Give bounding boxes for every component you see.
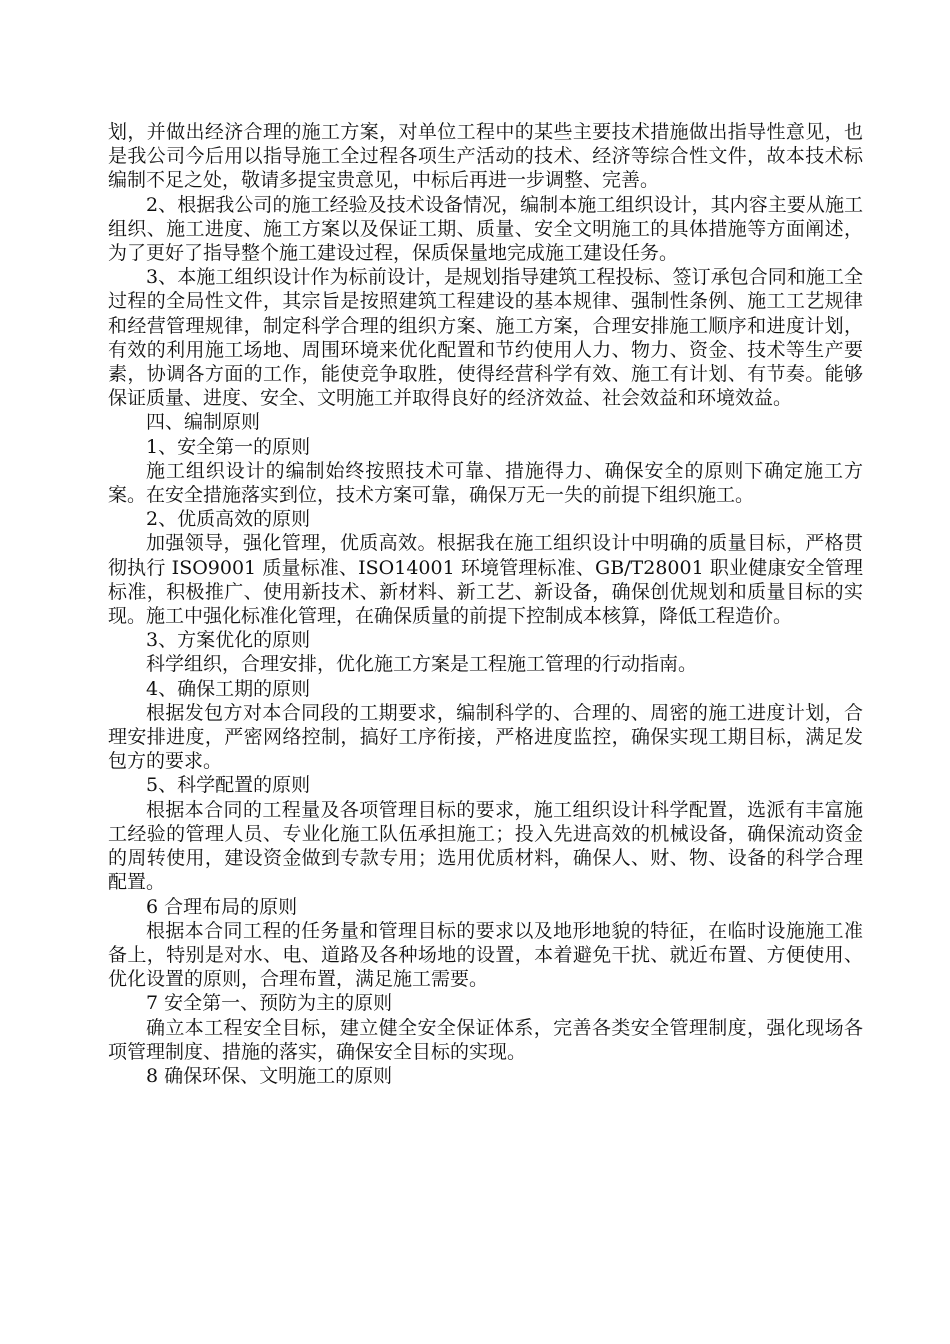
document-page	[108, 120, 863, 1088]
paragraph: 确立本工程安全目标，建立健全安全保证体系，完善各类安全管理制度，强化现场各项管理制度、措施的落实，确保安全目标的实现。	[108, 1016, 863, 1063]
paragraph: 3、本施工组织设计作为标前设计，是规划指导建筑工程投标、签订承包合同和施工全过程的全局性文件，其宗旨是按照建筑工程建设的基本规律、强制性条例、施工工艺规律和经营管理规律，制定科学合理的组织方案、施工方案，合理安排施工顺序和进度计划，有效的利用施工场地、周围环境来优化配置和节约使用人力、物力、资金、技术等生产要素，协调各方面的工作，能使竞争取胜，使得经营科学有效、施工有计划、有节奏。能够保证质量、进度、安全、文明施工并取得良好的经济效益、社会效益和环境效益。	[108, 266, 863, 410]
paragraph: 加强领导，强化管理，优质高效。根据我在施工组织设计中明确的质量目标，严格贯彻执行 ISO9001 质量标准、ISO14001 环境管理标准、GB/T28001 职业健康安全管理标准，积极推广、使用新技术、新材料、新工艺、新设备，确保创优规划和质量目标的实现。施工中强化标准化管理，在确保质量的前提下控制成本核算，降低工程造价。	[108, 532, 863, 628]
paragraph: 划，并做出经济合理的施工方案，对单位工程中的某些主要技术措施做出指导性意见，也是我公司今后用以指导施工全过程各项生产活动的技术、经济等综合性文件，故本技术标编制不足之处，敬请多提宝贵意见，中标后再进一步调整、完善。	[108, 121, 863, 192]
subsection-heading: 8 确保环保、文明施工的原则	[146, 1064, 393, 1087]
paragraph: 2、根据我公司的施工经验及技术设备情况，编制本施工组织设计，其内容主要从施工组织、施工进度、施工方案以及保证工期、质量、安全文明施工的具体措施等方面阐述，为了更好了指导整个施工建设过程，保质保量地完成施工建设任务。	[108, 193, 863, 265]
paragraph: 根据发包方对本合同段的工期要求，编制科学的、合理的、周密的施工进度计划，合理安排进度，严密网络控制，搞好工序衔接，严格进度监控，确保实现工期目标，满足发包方的要求。	[108, 701, 863, 773]
subsection-heading: 7 安全第一、预防为主的原则	[146, 992, 393, 1015]
paragraph: 根据本合同的工程量及各项管理目标的要求，施工组织设计科学配置，选派有丰富施工经验的管理人员、专业化施工队伍承担施工；投入先进高效的机械设备，确保流动资金的周转使用，建设资金做到专款专用；选用优质材料，确保人、财、物、设备的科学合理配置。	[108, 798, 863, 894]
subsection-heading: 6 合理布局的原则	[146, 895, 298, 918]
section-heading: 四、编制原则	[146, 411, 261, 434]
paragraph: 根据本合同工程的任务量和管理目标的要求以及地形地貌的特征，在临时设施施工准备上，特别是对水、电、道路及各种场地的设置，本着避免干扰、就近布置、方便使用、优化设置的原则，合理布置，满足施工需要。	[108, 919, 863, 991]
paragraph: 施工组织设计的编制始终按照技术可靠、措施得力、确保安全的原则下确定施工方案。在安全措施落实到位，技术方案可靠，确保万无一失的前提下组织施工。	[108, 459, 863, 507]
paragraph: 科学组织，合理安排，优化施工方案是工程施工管理的行动指南。	[146, 653, 698, 676]
subsection-heading: 4、确保工期的原则	[146, 677, 311, 700]
subsection-heading: 2、优质高效的原则	[146, 508, 311, 531]
subsection-heading: 5、科学配置的原则	[146, 774, 311, 797]
subsection-heading: 3、方案优化的原则	[146, 629, 311, 652]
subsection-heading: 1、安全第一的原则	[146, 435, 311, 458]
